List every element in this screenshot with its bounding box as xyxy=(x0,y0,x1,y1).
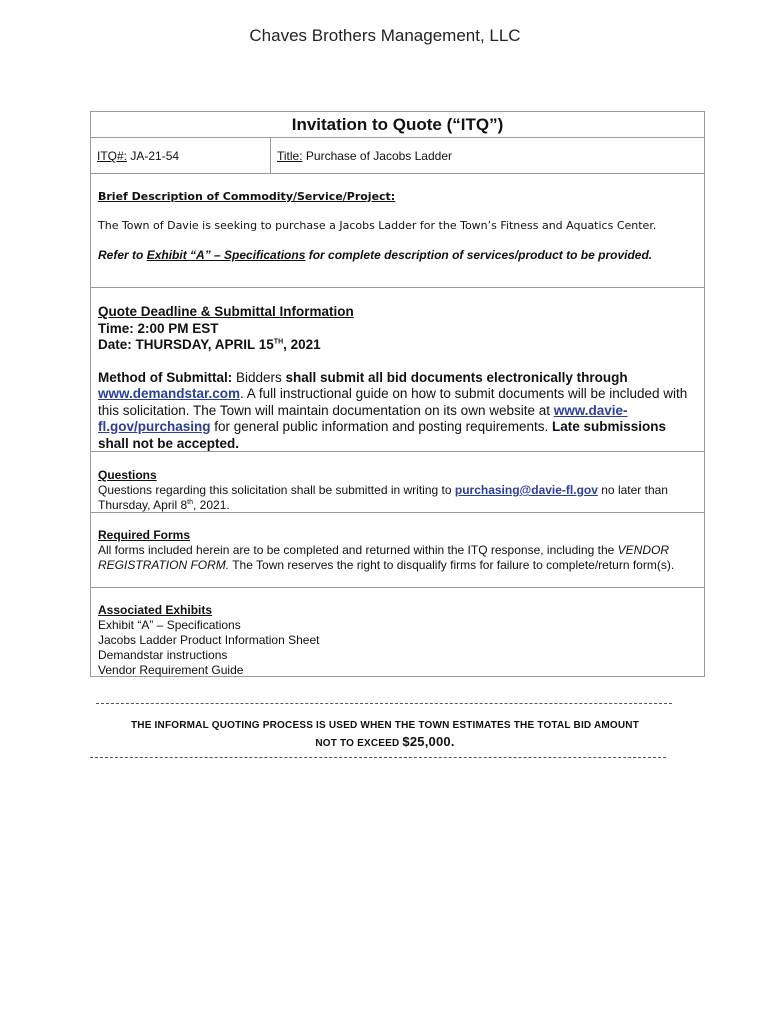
davie-purchasing-link[interactable]: www.davie-fl.gov/purchasing xyxy=(98,402,628,434)
deadline-section xyxy=(91,288,704,452)
method-text2: . A full instructional guide on how to submit documents will be included with this solicitation. The Town will maintain documentation on its own website at xyxy=(98,386,688,418)
refer-suffix: for complete description of services/product to be provided. xyxy=(305,248,653,262)
rf-text1: All forms included herein are to be completed and returned within the ITQ response, including the xyxy=(98,543,618,557)
questions-sup: th xyxy=(187,499,193,506)
purchasing-email-link[interactable]: purchasing@davie-fl.gov xyxy=(454,483,598,497)
deadline-time: Time: 2:00 PM EST xyxy=(98,320,219,336)
description-heading: Brief Description of Commodity/Service/Project: xyxy=(98,190,396,203)
itq-number-cell xyxy=(91,138,271,173)
description-text: The Town of Davie is seeking to purchase a Jacobs Ladder for the Town’s Fitness and Aquatics Center. xyxy=(98,219,657,232)
required-forms-heading: Required Forms xyxy=(98,528,191,542)
itq-number-value: JA-21-54 xyxy=(130,149,180,163)
refer-prefix: Refer to xyxy=(98,248,147,262)
notice-line1: THE INFORMAL QUOTING PROCESS IS USED WHEN THE TOWN ESTIMATES THE TOTAL BID AMOUNT xyxy=(130,720,640,731)
notice-prefix: NOT TO EXCEED xyxy=(315,738,403,749)
itq-title-value: Purchase of Jacobs Ladder xyxy=(305,149,452,163)
questions-text1: Questions regarding this solicitation shall be submitted in writing to xyxy=(98,483,455,497)
company-name: Chaves Brothers Management, LLC xyxy=(249,26,521,45)
exhibit-item: Demandstar instructions xyxy=(98,648,228,662)
divider-top xyxy=(96,703,672,704)
exhibits-section xyxy=(91,588,704,676)
notice-amount: $25,000. xyxy=(402,734,455,749)
exhibits-heading: Associated Exhibits xyxy=(98,603,213,617)
required-forms-section xyxy=(91,513,704,588)
itq-title-cell xyxy=(271,138,452,173)
description-section xyxy=(91,174,704,288)
rf-text2: The Town reserves the right to disqualify firms for failure to complete/return form(s). xyxy=(229,558,675,572)
late-submissions-text: Late submissions shall not be accepted. xyxy=(98,419,667,451)
method-label: Method of Submittal: xyxy=(98,369,233,385)
exhibit-item: Jacobs Ladder Product Information Sheet xyxy=(98,633,320,647)
deadline-date xyxy=(98,337,697,354)
itq-table xyxy=(90,111,705,677)
method-text1: Bidders xyxy=(232,369,286,385)
itq-number-label: ITQ#: xyxy=(97,149,128,163)
date-suffix: , 2021 xyxy=(283,337,321,352)
exhibit-a-link[interactable]: Exhibit “A” – Specifications xyxy=(146,248,306,262)
exhibit-item: Vendor Requirement Guide xyxy=(98,663,244,677)
itq-id-row xyxy=(91,138,704,174)
questions-text3: , 2021. xyxy=(193,498,230,512)
questions-heading: Questions xyxy=(98,468,157,482)
deadline-heading: Quote Deadline & Submittal Information xyxy=(98,304,354,319)
exhibit-item: Exhibit “A” – Specifications xyxy=(98,618,241,632)
date-prefix: Date: THURSDAY, APRIL 15 xyxy=(98,337,274,352)
method-of-submittal xyxy=(98,370,697,453)
divider-bottom xyxy=(90,757,666,758)
rf-italic: VENDOR REGISTRATION FORM. xyxy=(98,543,669,572)
demandstar-link[interactable]: www.demandstar.com xyxy=(98,386,241,401)
method-text3: for general public information and posting requirements. xyxy=(210,419,552,434)
description-refer xyxy=(98,248,697,262)
informal-process-notice xyxy=(90,718,680,752)
required-forms-text xyxy=(98,543,697,573)
notice-line2 xyxy=(90,734,680,752)
method-bold1: shall submit all bid documents electronically through xyxy=(285,369,628,385)
questions-text2: no later than Thursday, April 8 xyxy=(98,483,668,512)
questions-section xyxy=(91,452,704,513)
itq-title: Invitation to Quote (“ITQ”) xyxy=(91,112,704,138)
questions-text xyxy=(98,483,697,513)
itq-title-label: Title: xyxy=(277,149,303,163)
date-sup: TH xyxy=(273,338,284,346)
